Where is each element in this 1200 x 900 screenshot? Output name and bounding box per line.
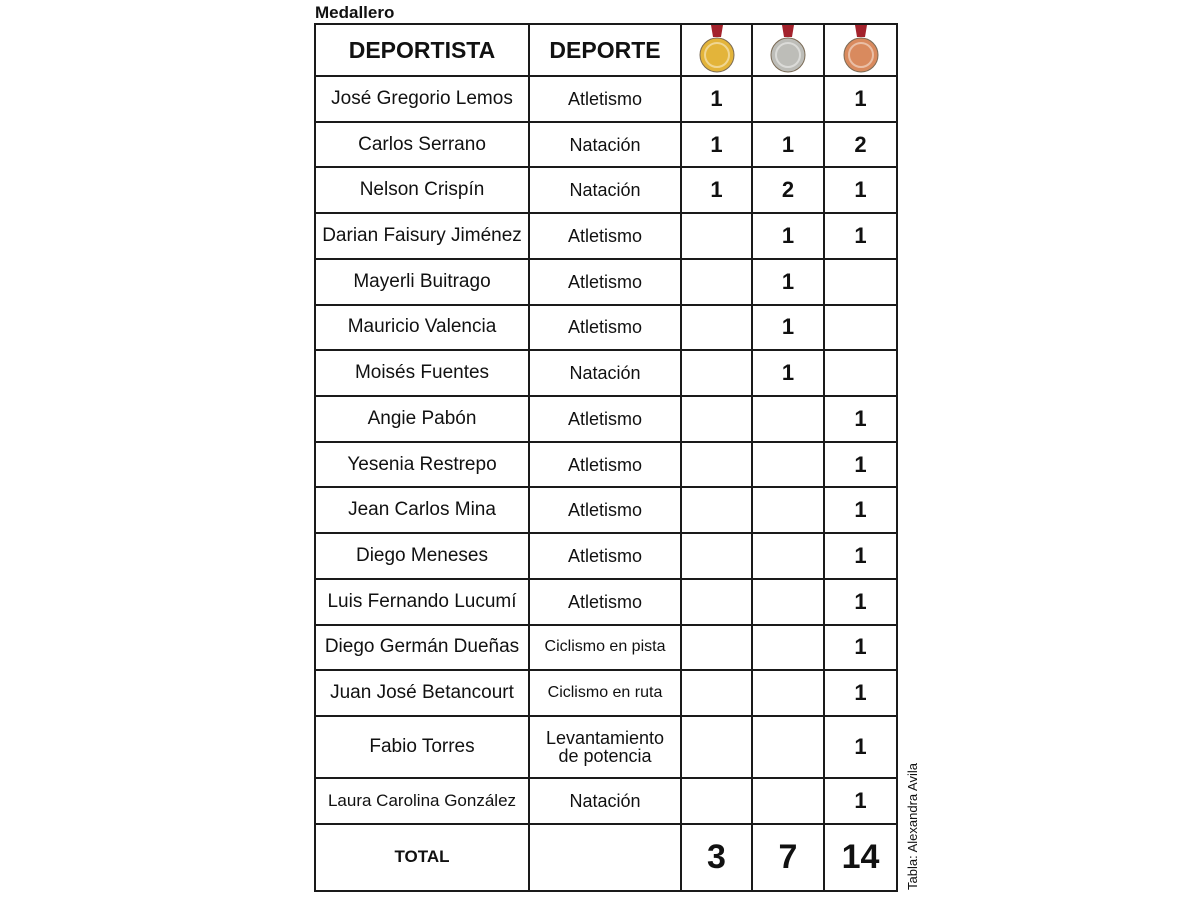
gold-count [681,213,752,259]
table-row [315,533,897,579]
silver-count [752,533,824,579]
header-row [315,24,897,76]
athlete-name: Fabio Torres [315,716,529,778]
silver-medal-icon [768,25,808,75]
bronze-medal-icon [841,25,881,75]
silver-count: 1 [752,350,824,396]
athlete-name: Moisés Fuentes [315,350,529,396]
silver-count [752,442,824,488]
table-row [315,122,897,168]
athlete-name: Laura Carolina González [315,778,529,824]
sport-header: DEPORTE [529,24,681,76]
gold-count [681,350,752,396]
athlete-name: Diego Germán Dueñas [315,625,529,671]
bronze-header [824,24,897,76]
bronze-count: 1 [824,396,897,442]
gold-count [681,533,752,579]
total-label: TOTAL [315,824,529,891]
table-row [315,213,897,259]
athlete-name: Juan José Betancourt [315,670,529,716]
medal-table [314,23,898,892]
sport-name: Natación [529,167,681,213]
gold-medal-icon [697,25,737,75]
bronze-count: 1 [824,533,897,579]
gold-count [681,442,752,488]
gold-count [681,625,752,671]
bronze-count: 2 [824,122,897,168]
silver-count: 2 [752,167,824,213]
bronze-count: 1 [824,778,897,824]
bronze-count: 1 [824,487,897,533]
bronze-count: 1 [824,716,897,778]
gold-count [681,259,752,305]
sport-name: Ciclismo en pista [529,625,681,671]
sport-name: Ciclismo en ruta [529,670,681,716]
sport-name: Natación [529,122,681,168]
silver-count: 1 [752,122,824,168]
sport-name: Atletismo [529,487,681,533]
athlete-name: Mayerli Buitrago [315,259,529,305]
sport-line: de potencia [558,746,652,767]
gold-count [681,579,752,625]
athlete-name: Nelson Crispín [315,167,529,213]
silver-count: 1 [752,305,824,351]
athlete-name: José Gregorio Lemos [315,76,529,122]
gold-count: 1 [681,167,752,213]
gold-count [681,716,752,778]
athlete-name: Yesenia Restrepo [315,442,529,488]
sport-name [529,716,681,778]
gold-count [681,396,752,442]
table-credit: Tabla: Alexandra Avila [905,763,920,890]
bronze-count [824,350,897,396]
sport-name: Natación [529,778,681,824]
sport-name: Atletismo [529,76,681,122]
table-row [315,670,897,716]
sport-name: Atletismo [529,259,681,305]
silver-count [752,670,824,716]
silver-header [752,24,824,76]
silver-count [752,625,824,671]
sport-name: Atletismo [529,533,681,579]
bronze-count: 1 [824,579,897,625]
athlete-name: Diego Meneses [315,533,529,579]
table-row [315,716,897,778]
gold-header [681,24,752,76]
athlete-name: Mauricio Valencia [315,305,529,351]
sport-name: Atletismo [529,579,681,625]
table-row [315,305,897,351]
bronze-count: 1 [824,442,897,488]
sport-name: Atletismo [529,213,681,259]
gold-count: 1 [681,76,752,122]
silver-count: 1 [752,259,824,305]
silver-count [752,579,824,625]
total-gold: 3 [681,824,752,891]
total-sport-empty [529,824,681,891]
gold-count: 1 [681,122,752,168]
table-row [315,167,897,213]
bronze-count [824,259,897,305]
total-row [315,824,897,891]
sport-name: Atletismo [529,305,681,351]
table-row [315,579,897,625]
bronze-count: 1 [824,625,897,671]
silver-count [752,716,824,778]
silver-count [752,396,824,442]
table-row [315,487,897,533]
table-title: Medallero [315,3,395,22]
gold-count [681,670,752,716]
athlete-name: Angie Pabón [315,396,529,442]
bronze-count: 1 [824,670,897,716]
athlete-name: Darian Faisury Jiménez [315,213,529,259]
table-row [315,259,897,305]
silver-count: 1 [752,213,824,259]
table-row [315,396,897,442]
athlete-header: DEPORTISTA [315,24,529,76]
athlete-name: Luis Fernando Lucumí [315,579,529,625]
table-row [315,350,897,396]
bronze-count: 1 [824,167,897,213]
bronze-count [824,305,897,351]
total-bronze: 14 [824,824,897,891]
sport-name: Natación [529,350,681,396]
table-row [315,442,897,488]
sport-name: Atletismo [529,396,681,442]
table-row [315,778,897,824]
total-silver: 7 [752,824,824,891]
athlete-name: Jean Carlos Mina [315,487,529,533]
gold-count [681,305,752,351]
gold-count [681,778,752,824]
bronze-count: 1 [824,76,897,122]
sport-line: Levantamiento [545,728,665,749]
bronze-count: 1 [824,213,897,259]
sport-name: Atletismo [529,442,681,488]
silver-count [752,778,824,824]
gold-count [681,487,752,533]
athlete-name: Carlos Serrano [315,122,529,168]
silver-count [752,487,824,533]
table-row [315,76,897,122]
silver-count [752,76,824,122]
table-row [315,625,897,671]
